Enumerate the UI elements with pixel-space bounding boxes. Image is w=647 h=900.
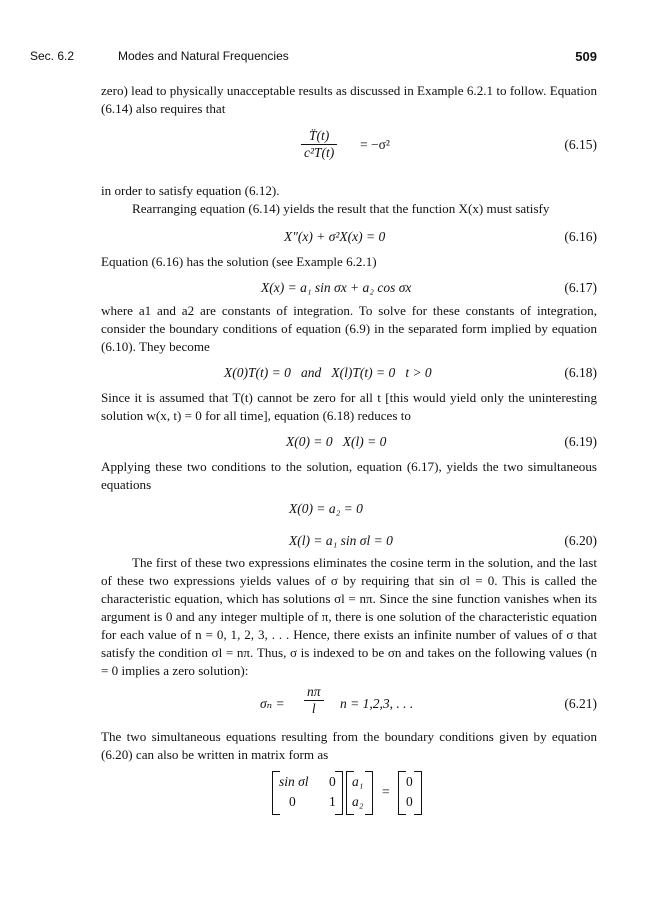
matrix-a-right-bracket bbox=[335, 771, 343, 815]
matrix-equals-sign: = bbox=[382, 784, 390, 799]
matrix-a-12: 0 bbox=[329, 774, 336, 789]
paragraph-8: The first of these two expressions eliminates the cosine term in the solution, and the last of these two expressions yields values of σ by requiring that sin σl = 0. This is called the characteristic equation, which has solutions σl = nπ. Since the sine function vanishes when its argument is 0 and any integer multiple of π, there is one solution of the characteristic equation for each value of n = 0, 1, 2, 3, . . . Hence, there exists an infinite number of values of σ that satisfy the condition σl = nπ. Thus, σ is indexed to be σn and takes on the following values (n = 0 implies a zero solution): bbox=[101, 555, 597, 678]
vector-x-right-bracket bbox=[365, 771, 373, 815]
equation-6-16 bbox=[101, 229, 597, 249]
paragraph-6: Since it is assumed that T(t) cannot be zero for all t [this would yield only the uninteresting solution w(x, t) = 0 for all time], equation (6.18) reduces to bbox=[101, 390, 597, 423]
equation-6-20b bbox=[101, 533, 597, 553]
paragraph-9: The two simultaneous equations resulting from the boundary conditions given by equation (6.20) can also be written in matrix form as bbox=[101, 729, 597, 762]
equation-6-20b-body: X(l) = a₁ sin σl = 0 bbox=[289, 533, 393, 548]
equation-6-17-number: (6.17) bbox=[564, 280, 597, 295]
equation-6-17-body: X(x) = a₁ sin σx + a₂ cos σx bbox=[261, 280, 412, 295]
vector-b-1: 0 bbox=[406, 774, 413, 789]
paragraph-7: Applying these two conditions to the solution, equation (6.17), yields the two simultaneous equations bbox=[101, 459, 597, 492]
equation-6-15-denominator: c²T(t) bbox=[301, 144, 337, 161]
equation-6-21-denominator: l bbox=[304, 700, 324, 717]
equation-6-16-number: (6.16) bbox=[564, 229, 597, 244]
equation-6-20a-body: X(0) = a₂ = 0 bbox=[289, 501, 363, 516]
equation-6-15-fraction bbox=[301, 128, 337, 161]
equation-6-21-lhs: σₙ = bbox=[260, 696, 285, 711]
paragraph-5: where a1 and a2 are constants of integration. To solve for these constants of integration, consider the boundary conditions of equation (6.9) in the separated form implied by equation (6.10). They become bbox=[101, 303, 597, 354]
equation-6-20-number: (6.20) bbox=[564, 533, 597, 548]
vector-b-right-bracket bbox=[414, 771, 422, 815]
equation-6-19 bbox=[101, 434, 597, 454]
matrix-a-21: 0 bbox=[289, 794, 296, 809]
equation-6-15-rhs: = −σ² bbox=[360, 137, 390, 152]
matrix-a-22: 1 bbox=[329, 794, 336, 809]
running-header bbox=[30, 49, 597, 65]
equation-6-21-fraction bbox=[304, 684, 324, 717]
equation-6-18-body: X(0)T(t) = 0 and X(l)T(t) = 0 t > 0 bbox=[224, 365, 432, 380]
vector-b-left-bracket bbox=[398, 771, 406, 815]
equation-6-18-number: (6.18) bbox=[564, 365, 597, 380]
equation-6-21-numerator: nπ bbox=[307, 684, 321, 699]
vector-b-2: 0 bbox=[406, 794, 413, 809]
page-number: 509 bbox=[575, 49, 597, 64]
paragraph-4: Equation (6.16) has the solution (see Example 6.2.1) bbox=[101, 254, 377, 269]
paragraph-1: zero) lead to physically unacceptable results as discussed in Example 6.2.1 to follow. Equation (6.14) also requires that bbox=[101, 83, 597, 116]
equation-6-15-numerator: T̈(t) bbox=[309, 128, 330, 143]
chapter-title: Modes and Natural Frequencies bbox=[118, 49, 289, 63]
equation-6-18 bbox=[101, 365, 597, 385]
equation-6-16-body: X″(x) + σ²X(x) = 0 bbox=[284, 229, 386, 244]
matrix-a-11: sin σl bbox=[279, 774, 309, 789]
vector-x-1: a₁ bbox=[352, 774, 364, 789]
equation-6-17 bbox=[101, 280, 597, 300]
equation-6-21-number: (6.21) bbox=[564, 696, 597, 711]
equation-6-20a bbox=[101, 501, 597, 521]
equation-6-19-number: (6.19) bbox=[564, 434, 597, 449]
equation-6-15-number: (6.15) bbox=[564, 137, 597, 152]
equation-6-19-body: X(0) = 0 X(l) = 0 bbox=[286, 434, 387, 449]
equation-6-21-rhs: n = 1,2,3, . . . bbox=[340, 696, 414, 711]
paragraph-2: in order to satisfy equation (6.12). bbox=[101, 183, 280, 198]
section-label: Sec. 6.2 bbox=[30, 49, 75, 63]
paragraph-3: Rearranging equation (6.14) yields the result that the function X(x) must satisfy bbox=[132, 201, 550, 216]
vector-x-2: a₂ bbox=[352, 794, 364, 809]
